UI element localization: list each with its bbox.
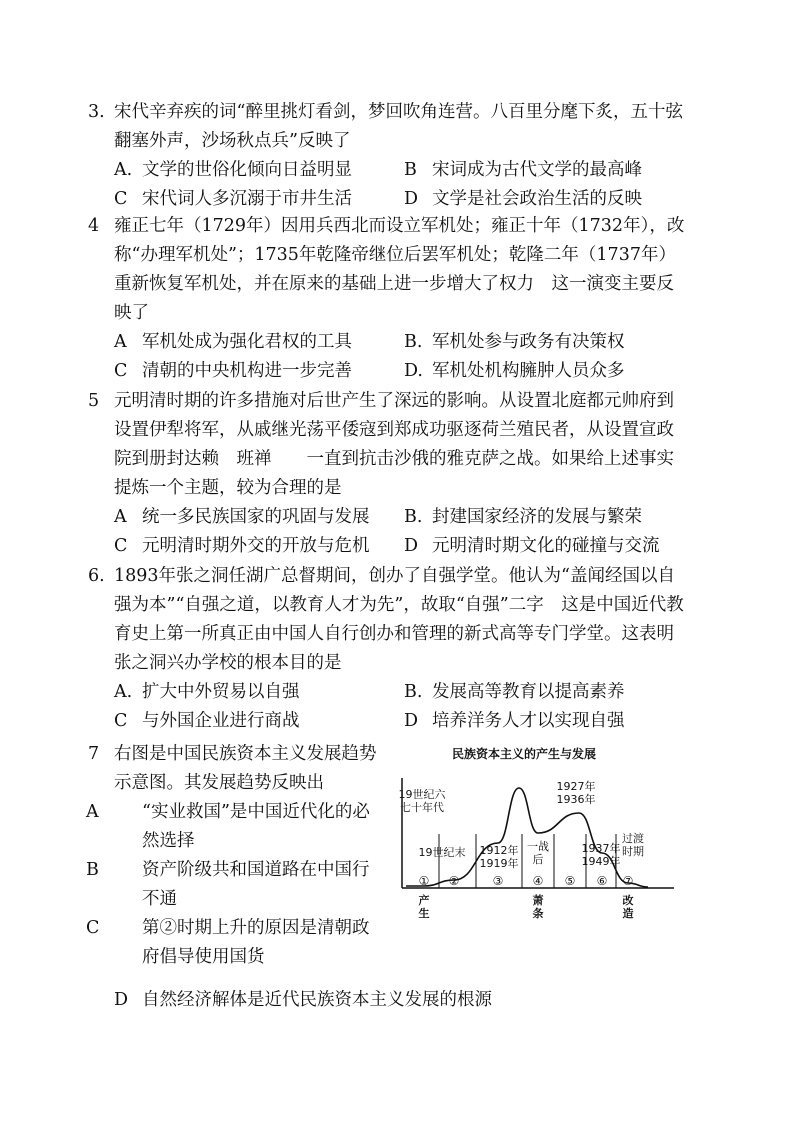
option-letter: C — [114, 536, 128, 556]
option-text: 军机处成为强化君权的工具 — [142, 332, 352, 352]
option-letter: A — [86, 802, 99, 822]
option-list — [114, 503, 688, 561]
option-c[interactable] — [114, 185, 404, 214]
trend-chart-svg — [398, 742, 680, 932]
question-stem: 元明清时期的许多措施对后世产生了深远的影响。从设置北庭都元帅府到设置伊犁将军，从戚继光荡平倭寇到郑成功驱逐荷兰殖民者，从设置宣政院到册封达赖 班禅 一直到抗击沙俄的雅克萨之战。如果给上述事实提炼一个主题，较为合理的是 — [114, 391, 674, 498]
option-a[interactable] — [86, 798, 384, 856]
option-letter: B — [86, 860, 99, 880]
option-letter: C — [86, 918, 100, 938]
option-c[interactable] — [114, 707, 404, 736]
period-label: 1912年 — [479, 844, 519, 857]
option-letter: B. — [404, 332, 423, 352]
option-c[interactable] — [114, 357, 404, 386]
option-list — [114, 328, 688, 386]
option-text: 宋代词人多沉溺于市井生活 — [142, 189, 352, 209]
period-label: 1936年 — [556, 793, 596, 806]
question-stem: 1893年张之洞任湖广总督期间，创办了自强学堂。他认为“盖闻经国以自强为本”“自强之道，以教育人才为先”，故取“自强”二字 这是中国近代教育史上第一所真正由中国人自行创办和管理的新式高等专门学堂。这表明张之洞兴办学校的根本目的是 — [114, 566, 684, 673]
bottom-labels — [419, 893, 634, 920]
option-text: 元明清时期文化的碰撞与交流 — [432, 536, 660, 556]
option-list — [86, 798, 388, 972]
option-b[interactable] — [404, 156, 704, 185]
question-stem: 宋代辛弃疾的词“醉里挑灯看剑，梦回吹角连营。八百里分麾下炙，五十弦翻塞外声，沙场秋点兵”反映了 — [114, 102, 683, 151]
stage-marker: ⑤ — [564, 874, 576, 888]
option-b[interactable] — [404, 328, 704, 357]
option-b[interactable] — [404, 503, 704, 532]
question-number: 6. — [88, 566, 105, 586]
option-letter: C — [114, 361, 128, 381]
period-label: 后 — [532, 853, 544, 866]
option-text: “实业救国”是中国近代化的必然选择 — [142, 802, 370, 851]
option-d[interactable] — [404, 185, 704, 214]
question-number: 5 — [88, 391, 100, 411]
question-4 — [88, 212, 688, 386]
period-label: 1927年 — [556, 780, 596, 793]
period-label: 19世纪末 — [418, 846, 466, 859]
question-number: 7 — [88, 744, 100, 764]
option-letter: D — [404, 536, 419, 556]
period-label: 1919年 — [479, 857, 519, 870]
stage-bottom-label: 生 — [418, 907, 430, 920]
chart-title: 民族资本主义的产生与发展 — [451, 747, 597, 761]
option-text: 文学是社会政治生活的反映 — [432, 189, 642, 209]
stage-bottom-label: 萧 — [532, 894, 544, 907]
option-text: 资产阶级共和国道路在中国行不通 — [142, 860, 370, 909]
period-labels — [399, 779, 645, 870]
option-c[interactable] — [114, 532, 404, 561]
option-letter: B — [404, 160, 417, 180]
option-a[interactable] — [114, 328, 404, 357]
question-stem: 雍正七年（1729年）因用兵西北而设立军机处；雍正十年（1732年），改称“办理军机处”；1735年乾隆帝继位后罢军机处；乾隆二年（1737年）重新恢复军机处，并在原来的基础上进一步增大了权力 这一演变主要反映了 — [114, 216, 685, 323]
option-b[interactable] — [404, 678, 704, 707]
option-text: 清朝的中央机构进一步完善 — [142, 361, 352, 381]
option-text: 第②时期上升的原因是清朝政府倡导使用国货 — [142, 918, 370, 967]
option-text: 自然经济解体是近代民族资本主义发展的根源 — [142, 990, 492, 1010]
option-text: 培养洋务人才以实现自强 — [432, 711, 625, 731]
option-list — [114, 156, 688, 214]
option-letter: D. — [404, 361, 423, 381]
period-label: 一战 — [527, 840, 549, 853]
option-letter: A — [114, 332, 127, 352]
option-text: 统一多民族国家的巩固与发展 — [142, 507, 370, 527]
option-list — [114, 678, 688, 736]
option-d[interactable] — [404, 357, 704, 386]
stage-marker: ⑥ — [596, 874, 608, 888]
option-letter: A. — [114, 160, 133, 180]
option-a[interactable] — [114, 503, 404, 532]
option-d[interactable] — [114, 986, 492, 1015]
option-letter: B. — [404, 507, 423, 527]
stage-bottom-label: 造 — [622, 907, 634, 920]
question-6 — [88, 562, 688, 736]
stage-bottom-label: 条 — [532, 907, 544, 920]
option-letter: A — [114, 507, 127, 527]
option-b[interactable] — [86, 856, 384, 914]
stage-marker: ⑦ — [622, 874, 634, 888]
option-a[interactable] — [114, 156, 404, 185]
period-label: 1949年 — [581, 855, 621, 868]
option-letter: D — [404, 189, 419, 209]
option-text: 元明清时期外交的开放与危机 — [142, 536, 370, 556]
stage-marker: ② — [448, 874, 460, 888]
trend-chart — [398, 742, 680, 932]
stage-bottom-label: 改 — [622, 894, 634, 907]
stage-marker: ④ — [532, 874, 544, 888]
stage-bottom-label: 产 — [418, 894, 430, 907]
question-number: 4 — [88, 216, 100, 236]
option-text: 军机处机构臃肿人员众多 — [432, 361, 625, 381]
stage-marker: ③ — [492, 874, 504, 888]
period-label: 19世纪六 — [398, 788, 446, 801]
option-text: 扩大中外贸易以自强 — [142, 682, 300, 702]
option-d[interactable] — [404, 707, 704, 736]
option-text: 发展高等教育以提高素养 — [432, 682, 625, 702]
option-letter: B. — [404, 682, 423, 702]
question-number: 3. — [88, 102, 105, 122]
period-label: 1937年 — [581, 842, 621, 855]
stage-markers — [419, 874, 634, 888]
question-7 — [88, 740, 388, 972]
option-text: 封建国家经济的发展与繁荣 — [432, 507, 642, 527]
option-text: 宋词成为古代文学的最高峰 — [432, 160, 642, 180]
question-stem: 右图是中国民族资本主义发展趋势示意图。其发展趋势反映出 — [114, 744, 377, 793]
option-letter: A. — [114, 682, 133, 702]
option-a[interactable] — [114, 678, 404, 707]
question-5 — [88, 387, 688, 561]
option-d[interactable] — [404, 532, 704, 561]
option-letter: D — [114, 990, 129, 1010]
option-text: 军机处参与政务有决策权 — [432, 332, 625, 352]
option-letter: C — [114, 189, 128, 209]
period-label: 过渡 — [622, 832, 644, 845]
question-3 — [88, 98, 688, 214]
option-c[interactable] — [86, 914, 384, 972]
period-label: 七十年代 — [400, 801, 444, 814]
option-text: 与外国企业进行商战 — [142, 711, 300, 731]
option-letter: D — [404, 711, 419, 731]
stage-marker: ① — [418, 874, 430, 888]
option-text: 文学的世俗化倾向日益明显 — [142, 160, 352, 180]
option-letter: C — [114, 711, 128, 731]
period-label: 时期 — [622, 845, 644, 858]
